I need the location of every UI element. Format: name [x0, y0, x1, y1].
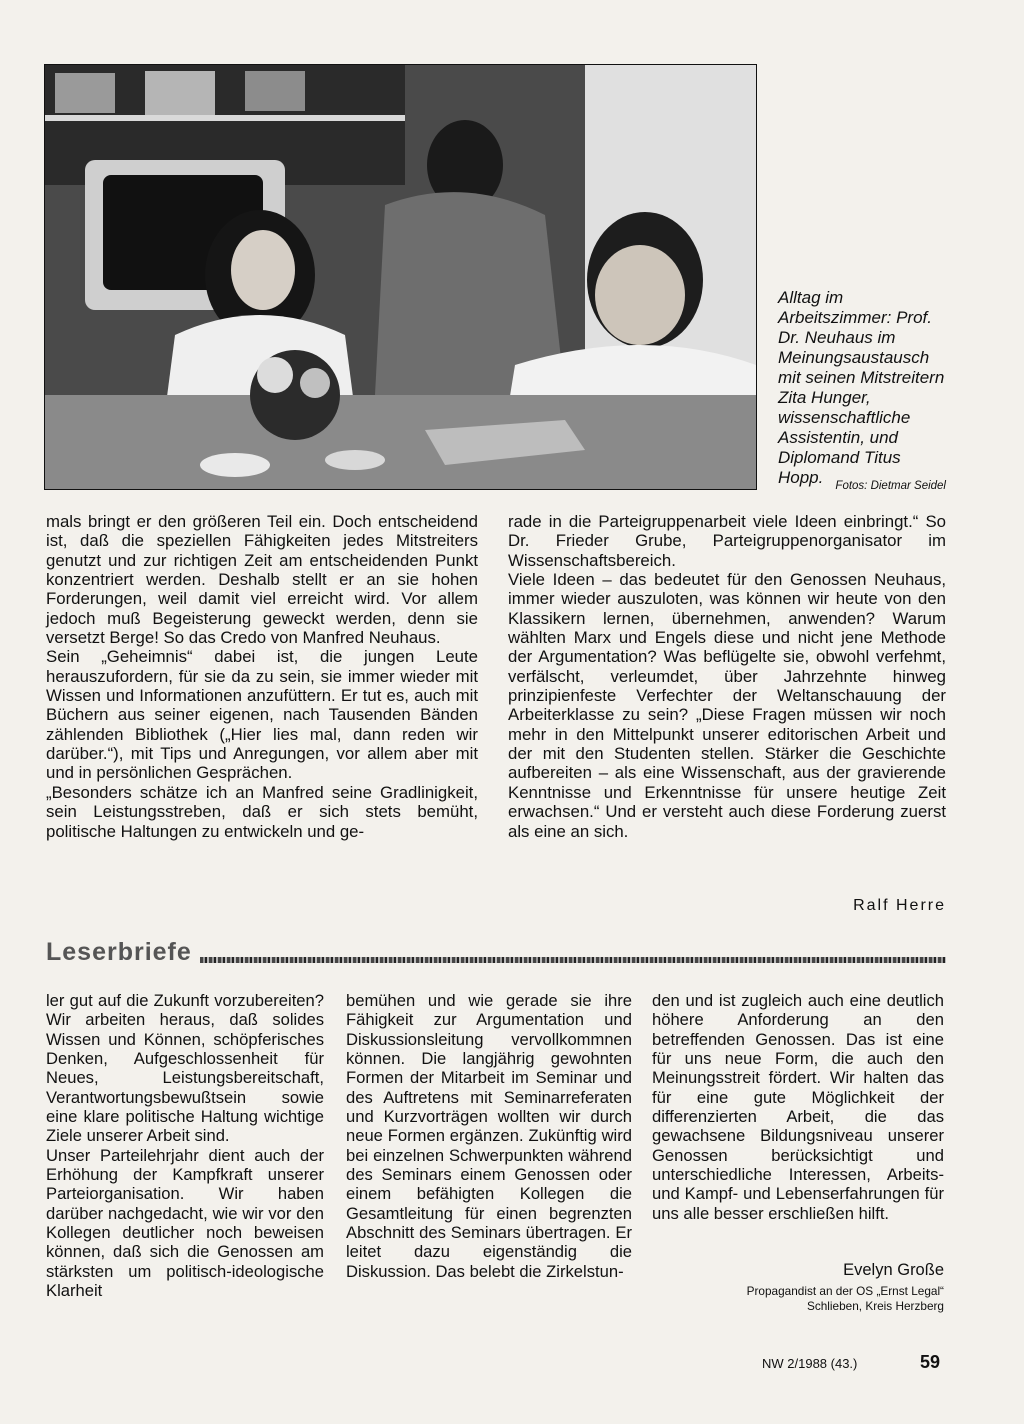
photo-caption: Alltag im Arbeitszimmer: Prof. Dr. Neuhaus im Meinungsaustausch mit seinen Mitstreitern Zita Hunger, wissenschaftliche Assistentin, und Diplomand Titus Hopp.	[778, 288, 945, 487]
article-column-1: mals bringt er den größeren Teil ein. Doch entscheidend ist, daß die speziellen Fähigkeiten jedes Mitstreiters genutzt und zur richtigen Zeit am entscheidenden Punkt konzentriert werden. Deshalb stellt er an sie hohen Forderungen, weil damit viel erreicht wird. Vor allem jedoch muß Begeisterung geweckt werden, denn sie versetzt Berge! So das Credo von Manfred Neuhaus. Sein „Geheimnis“ dabei ist, die jungen Leute herauszufordern, für sie da zu sein, sie immer wieder mit Wissen und Informationen anzufüttern. Er tut es, auch mit Büchern aus seiner eigenen, nach Tausenden Bänden zählenden Bibliothek („Hier lies mal, dann reden wir darüber.“), mit Tips und Anregungen, vor allem aber mit und in persönlichen Gesprächen. „Besonders schätze ich an Manfred seine Gradlinigkeit, sein Leistungsstreben, daß er sich stets bemüht, politische Haltungen zu entwickeln und ge-	[46, 512, 478, 841]
section-rule	[200, 957, 946, 963]
section-heading: Leserbriefe	[46, 938, 192, 966]
letter-author: Evelyn Große	[843, 1261, 944, 1279]
article-column-2: rade in die Parteigruppenarbeit viele Ideen einbringt.“ So Dr. Frieder Grube, Parteigruppenorganisator im Wissenschaftsbereich. Viele Ideen – das bedeutet für den Genossen Neuhaus, immer wieder auszuloten, was können wir heute von den Klassikern lernen, übernehmen, anwenden? Warum wählten Marx und Engels diese und nicht jene Methode der Argumentation? Was beflügelte sie, obwohl verfehmt, verfälscht, verleumdet, über Jahrzehnte hinweg prinzipienfeste Verfechter der Weltanschauung der Arbeiterklasse zu sein? „Diese Fragen müssen wir noch mehr in den Mittelpunkt unserer editorischen Arbeit und der mit den Studenten stellen. Stärker die Geschichte aufbereiten – als eine Wissenschaft, aus der gravierende Kenntnisse und Erkenntnisse für unsere heutige Zeit erwachsen.“ Und er versteht auch diese Forderung zuerst als eine an sich.	[508, 512, 946, 841]
article-photo	[44, 64, 757, 490]
article-author: Ralf Herre	[853, 897, 946, 914]
letters-column-2: bemühen und wie gerade sie ihre Fähigkeit zur Argumentation und Diskussionsleitung vervollkommnen können. Die langjährig gewohnten Formen der Mitarbeit im Seminar und des Auftretens mit Seminarreferaten und Kurzvorträgen wollten wir durch neue Formen ergänzen. Zukünftig wird bei einzelnen Schwerpunkten während des Seminars einem Genossen oder einem befähigten Kollegen die Gesamtleitung für einen begrenzten Abschnitt des Seminars übertragen. Er leitet dazu eigenständig die Diskussion. Das belebt die Zirkelstun-	[346, 991, 632, 1281]
office-scene-illustration	[45, 65, 756, 489]
page-number: 59	[920, 1352, 941, 1372]
letter-author-position: Propagandist an der OS „Ernst Legal“	[746, 1284, 944, 1298]
letters-column-3: den und ist zugleich auch eine deutlich höhere Anforderung an den betreffenden Genossen. Das ist eine für uns neue Form, die auch den Meinungsstreit fördert. Wir halten das für eine gute Möglichkeit der differenzierten Arbeit, die das gewachsene Bildungsniveau unserer Genossen berücksichtigt und unterschiedliche Interessen, Arbeits- und Kampf- und Lebenserfahrungen für uns alle besser erschließen hilft.	[652, 991, 944, 1223]
photo-credit: Fotos: Dietmar Seidel	[835, 480, 946, 492]
letters-column-1: ler gut auf die Zukunft vorzubereiten? Wir arbeiten heraus, daß solides Wissen und Können, schöpferisches Denken, Aufgeschlossenheit für Neues, Leistungsbereitschaft, Verantwortungsbewußtsein sowie eine klare politische Haltung wichtige Ziele unserer Arbeit sind. Unser Parteilehrjahr dient auch der Erhöhung der Kampfkraft unserer Parteiorganisation. Wir haben darüber nachgedacht, wie wir vor den Kollegen deutlicher noch beweisen können, daß sich die Genossen am stärksten um politisch-ideologische Klarheit	[46, 991, 324, 1301]
letter-author-role	[640, 1284, 944, 1314]
issue-number: NW 2/1988 (43.)	[762, 1356, 858, 1371]
letter-author-place: Schlieben, Kreis Herzberg	[806, 1299, 944, 1313]
